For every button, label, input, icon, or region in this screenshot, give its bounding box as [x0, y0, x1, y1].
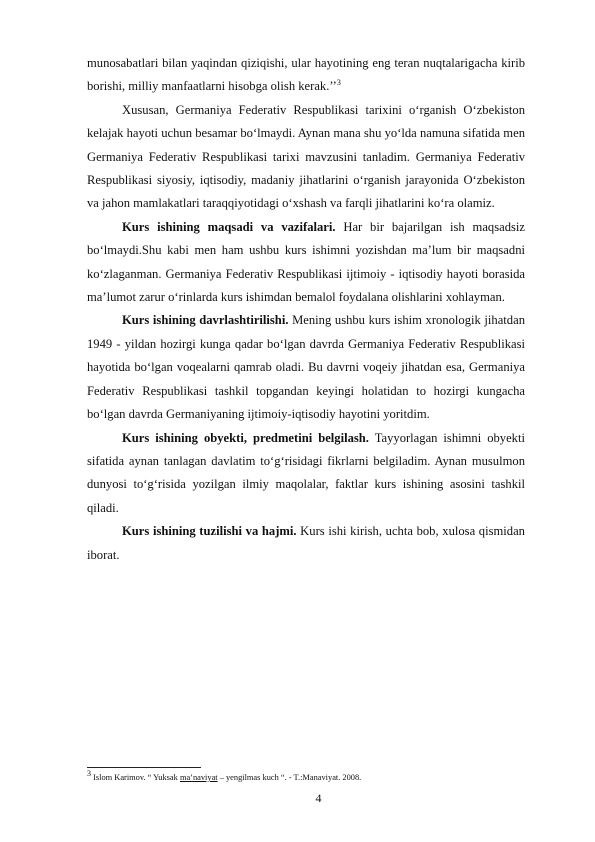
footnote-underlined-word: ma’naviyat: [179, 773, 218, 782]
paragraph-6: [87, 520, 525, 567]
footnote-text-before: Islom Karimov. “ Yuksak: [91, 773, 180, 782]
footnote-reference: 3: [336, 78, 341, 88]
paragraph-3: [87, 216, 525, 310]
paragraph-3-text: Har bir bajarilgan ish maqsadsiz bo‘lmaydi.Shu kabi men ham ushbu kurs ishimni yozishdan ma’lum bir maqsadni ko‘zlaganman. Germaniya Federativ Respublikasi ijtimoiy - iqtisodiy hayoti borasida ma’lumot zarur o‘rinlarda kurs ishimdan bemalol foydalana olishlarini xohlayman.: [87, 219, 525, 305]
paragraph-6-text: Kurs ishi kirish, uchta bob, xulosa qismidan iborat.: [87, 524, 525, 562]
heading-obyekt: Kurs ishining obyekti, predmetini belgilash.: [122, 430, 369, 445]
heading-maqsad: Kurs ishining maqsadi va vazifalari.: [122, 219, 336, 234]
paragraph-1-text: munosabatlari bilan yaqindan qiziqishi, ular hayotining eng teran nuqtalarigacha kirib borishi, milliy manfaatlarni hisobga olish kerak.’’: [87, 56, 525, 94]
paragraph-2-text: Xususan, Germaniya Federativ Respublikasi tarixini o‘rganish O‘zbekiston kelajak hayoti uchun besamar bo‘lmaydi. Aynan mana shu yo‘lda namuna sifatida men Germaniya Federativ Respublikasi tarixi mavzusini tanladim. Germaniya Federativ Respublikasi siyosiy, iqtisodiy, madaniy jihatlarini o‘rganish jarayonida O‘zbekiston va jahon mamlakatlari taraqqiyotidagi o‘xshash va farqli jihatlarini ko‘ra olamiz.: [87, 102, 525, 211]
heading-tuzilish: Kurs ishining tuzilishi va hajmi.: [122, 524, 297, 539]
paragraph-4-text: Mening ushbu kurs ishim xronologik jihatdan 1949 - yildan hozirgi kunga qadar bo‘lgan davrda Germaniya Federativ Respublikasi hayotida bo‘lgan voqealarni qamrab oladi. Bu davrni voqeiy jihatdan esa, Germaniya Federativ Respublikasi tashkil topgandan keyingi holatidan to hozirgi kungacha bo‘lgan davrda Germaniyaning ijtimoiy-iqtisodiy hayotini yoritdim.: [87, 313, 525, 422]
paragraph-5-text: Tayyorlagan ishimni obyekti sifatida aynan tanlagan davlatim to‘g‘risidagi fikrlarni belgiladim. Aynan musulmon dunyosi to‘g‘risida yozilgan ilmiy maqolalar, faktlar kurs ishining asosini tashkil qiladi.: [87, 430, 525, 515]
paragraph-5: [87, 427, 525, 521]
footnote: [87, 769, 525, 783]
heading-davrlashtirish: Kurs ishining davrlashtirilishi.: [122, 313, 289, 328]
document-body: [87, 52, 525, 567]
page-number: 4: [315, 791, 322, 805]
footnote-text-after: – yengilmas kuch “. - T.:Manaviyat. 2008.: [217, 773, 362, 782]
paragraph-2: [87, 99, 525, 216]
paragraph-4: [87, 309, 525, 426]
footnote-separator: [87, 767, 201, 768]
paragraph-1: [87, 52, 525, 99]
footnote-number: 3: [87, 769, 91, 779]
